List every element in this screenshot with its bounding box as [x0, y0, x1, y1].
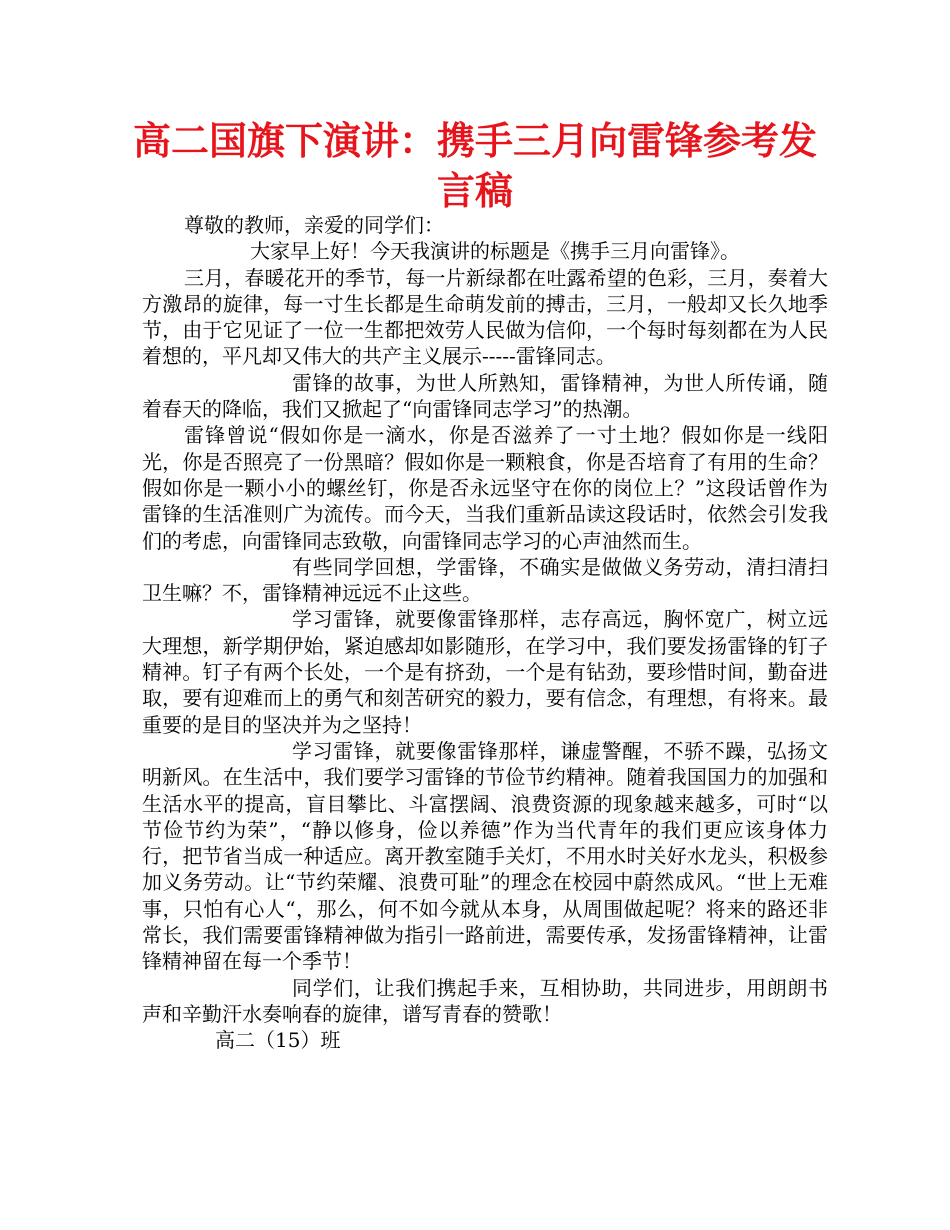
paragraph-study-thrift: 学习雷锋，就要像雷锋那样，谦虚警醒，不骄不躁，弘扬文明新风。在生活中，我们要学习雷锋的节俭节约精神。随着我国国力的加强和生活水平的提高，盲目攀比、斗富摆阔、浪费资源的现象越来越多，可时“以节俭节约为荣”，“静以修身，俭以养德”作为当代青年的我们更应该身体力行，把节省当成一种适应。离开教室随手关灯，不用水时关好水龙头，积极参加义务劳动。让“节约荣耀、浪费可耻”的理念在校园中蔚然成风。“世上无难事，只怕有心人“，那么，何不如今就从本身，从周围做起呢？将来的路还非常长，我们需要雷锋精神做为指引一路前进，需要传承，发扬雷锋精神，让雷锋精神留在每一个季节！: [142, 738, 828, 974]
document-body: [142, 212, 828, 1054]
document-title: 高二国旗下演讲：携手三月向雷锋参考发言稿: [132, 119, 817, 213]
paragraph-greeting: 大家早上好！今天我演讲的标题是《携手三月向雷锋》。: [250, 239, 740, 264]
paragraph-classmates-think: 有些同学回想，学雷锋，不确实是做做义务劳动，清扫清扫卫生嘛？不，雷锋精神远远不止这些。: [142, 554, 828, 606]
signature-class: 高二（15）班: [215, 1028, 341, 1053]
paragraph-closing: 同学们，让我们携起手来，互相协助，共同进步，用朗朗书声和辛勤汗水奏响春的旋律，谱写青春的赞歌！: [142, 975, 828, 1026]
salutation: 尊敬的教师，亲爱的同学们：: [184, 213, 444, 237]
paragraph-march: 三月，春暖花开的季节，每一片新绿都在吐露希望的色彩，三月，奏着大方激昂的旋律，每一寸生长都是生命萌发前的搏击，三月，一般却又长久地季节，由于它见证了一位一生都把效劳人民做为信仰，一个每时每刻都在为人民着想的，平凡却又伟大的共产主义展示-----雷锋同志。: [142, 265, 828, 369]
paragraph-lei-feng-story: 雷锋的故事，为世人所熟知，雷锋精神，为世人所传诵，随着春天的降临，我们又掀起了“向雷锋同志学习”的热潮。: [142, 370, 828, 422]
paragraph-lei-feng-quote: 雷锋曾说“假如你是一滴水，你是否滋养了一寸土地？假如你是一线阳光，你是否照亮了一份黑暗？假如你是一颗粮食，你是否培育了有用的生命？假如你是一颗小小的螺丝钉，你是否永远坚守在你的岗位上？”这段话曾作为雷锋的生活准则广为流传。而今天，当我们重新品读这段话时，依然会引发我们的考虑，向雷锋同志致敬，向雷锋同志学习的心声油然而生。: [142, 423, 828, 553]
paragraph-study-nail-spirit: 学习雷锋，就要像雷锋那样，志存高远，胸怀宽广，树立远大理想，新学期伊始，紧迫感却如影随形，在学习中，我们要发扬雷锋的钉子精神。钉子有两个长处，一个是有挤劲，一个是有钻劲，要珍惜时间，勤奋进取，要有迎难而上的勇气和刻苦研究的毅力，要有信念，有理想，有将来。最重要的是目的坚决并为之坚持！: [142, 607, 828, 737]
